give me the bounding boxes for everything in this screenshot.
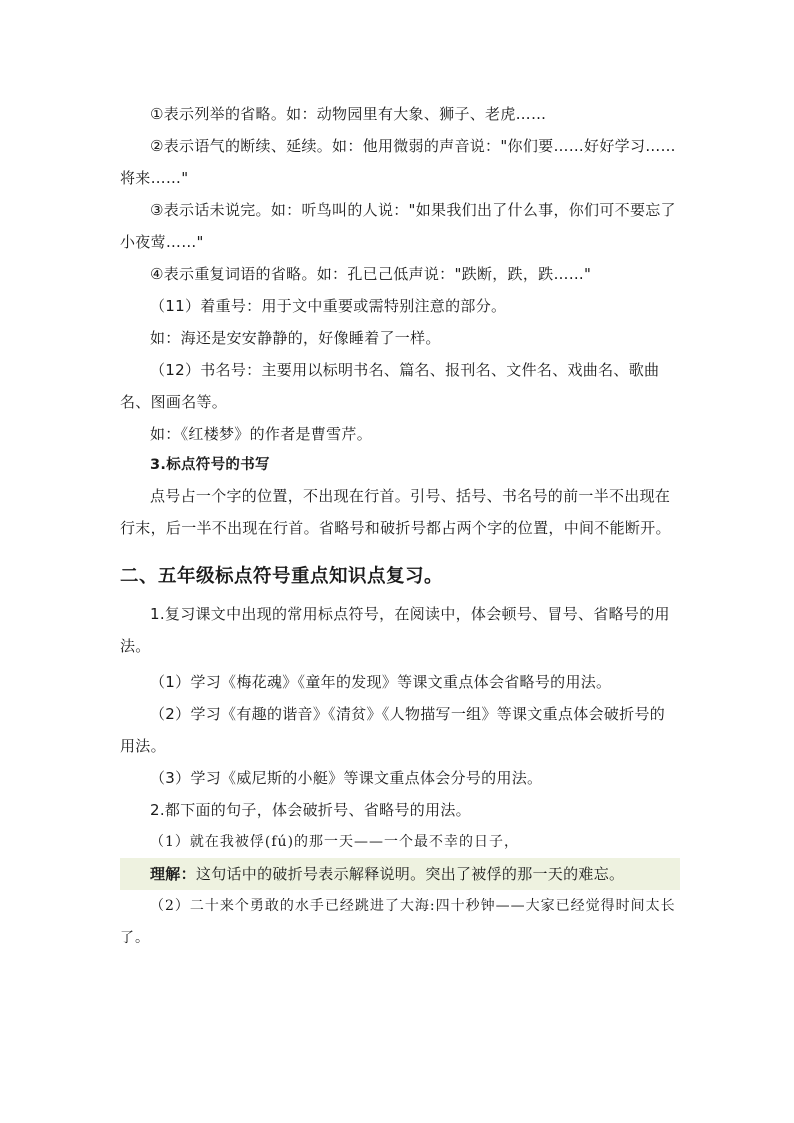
paragraph-understanding: [120, 858, 680, 890]
paragraph-ellipsis-enumeration: ①表示列举的省略。如：动物园里有大象、狮子、老虎……: [150, 105, 547, 123]
paragraph-title-mark: （12）书名号：主要用以标明书名、篇名、报刊名、文件名、戏曲名、歌曲名、图画名等。: [120, 361, 660, 411]
paragraph-writing-rules: 点号占一个字的位置，不出现在行首。引号、括号、书名号的前一半不出现在行末，后一半不出现在行首。省略号和破折号都占两个字的位置，中间不能断开。: [120, 487, 671, 537]
understanding-label: 理解：: [150, 865, 196, 883]
paragraph-ellipsis-repetition: ④表示重复词语的省略。如：孔已己低声说："跌断，跌，跌……": [150, 265, 592, 283]
paragraph-review-item-2: （2）学习《有趣的谐音》《清贫》《人物描写一组》等课文重点体会破折号的用法。: [120, 705, 666, 755]
paragraph-exercise-intro: 2.都下面的句子，体会破折号、省略号的用法。: [150, 801, 471, 819]
paragraph-title-example: 如：《红楼梦》的作者是曹雪芹。: [150, 425, 373, 443]
paragraph-review-item-1: （1）学习《梅花魂》《童年的发现》等课文重点体会省略号的用法。: [150, 673, 612, 691]
section-heading-grade5-review: 二、五年级标点符号重点知识点复习。: [120, 566, 444, 587]
paragraph-exercise-sentence-1: （1）就在我被俘(fú)的那一天——一个最不幸的日子，: [150, 834, 520, 850]
paragraph-ellipsis-tone: ②表示语气的断续、延续。如：他用微弱的声音说："你们要……好好学习……将来……": [120, 137, 676, 187]
paragraph-emphasis-example: 如：海还是安安静静的，好像睡着了一样。: [150, 329, 441, 347]
section-heading-writing: 3.标点符号的书写: [150, 457, 270, 473]
document-body: [120, 98, 680, 954]
understanding-text: 这句话中的破折号表示解释说明。突出了被俘的那一天的难忘。: [195, 865, 625, 883]
paragraph-review-intro: 1.复习课文中出现的常用标点符号，在阅读中，体会顿号、冒号、省略号的用法。: [120, 605, 670, 655]
paragraph-exercise-sentence-2: （2）二十来个勇敢的水手已经跳进了大海:四十秒钟——大家已经觉得时间太长了。: [120, 898, 676, 946]
paragraph-ellipsis-unfinished: ③表示话未说完。如：听鸟叫的人说："如果我们出了什么事，你们可不要忘了小夜莺……": [120, 201, 676, 251]
paragraph-emphasis-mark: （11）着重号：用于文中重要或需特别注意的部分。: [150, 297, 507, 315]
paragraph-review-item-3: （3）学习《威尼斯的小艇》等课文重点体会分号的用法。: [150, 769, 543, 787]
